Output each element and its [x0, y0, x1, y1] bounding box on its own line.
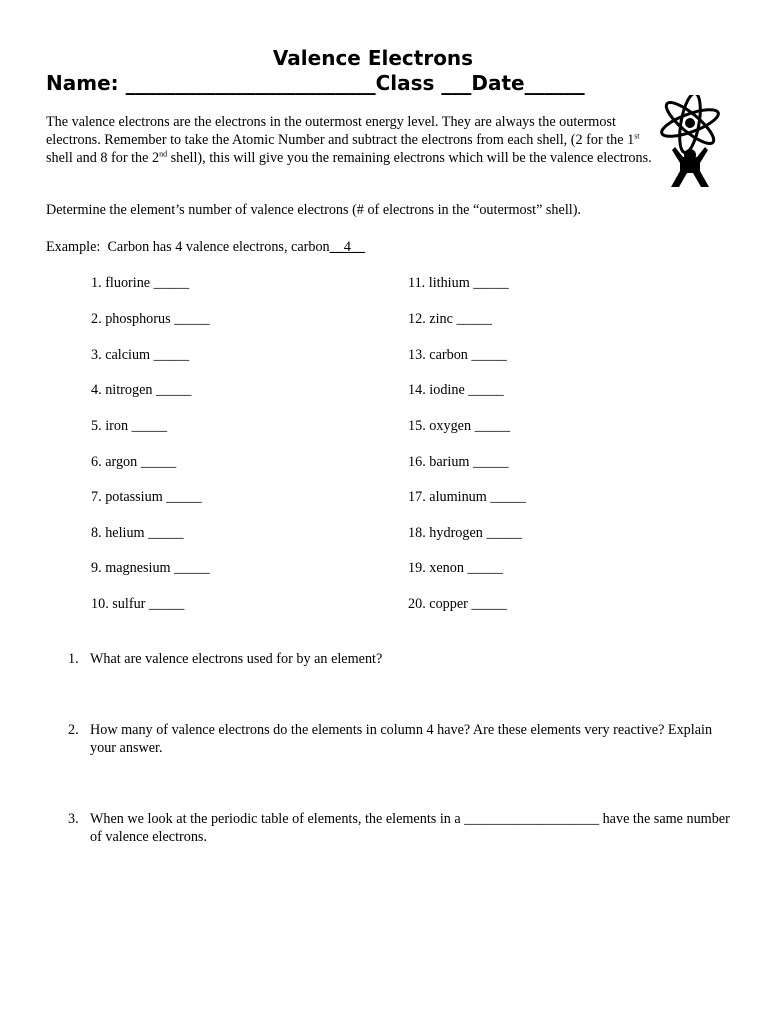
intro-paragraph: The valence electrons are the electrons in the outermost energy level. They are always the outermost electrons. Remember to take the Atomic Number and subtract the electrons from each shell, (2 for the 1st shell and 8 for the 2nd shell), this will give you the remaining electrons which will be the valence electrons.	[46, 114, 652, 166]
list-item: 15. oxygen _____	[408, 418, 511, 434]
question-number: 2.	[68, 722, 79, 738]
name-class-date-line: Name: _________________________Class ___Date______	[46, 71, 585, 95]
list-item: 18. hydrogen _____	[408, 525, 522, 541]
list-item: 13. carbon _____	[408, 347, 507, 363]
question-text: When we look at the periodic table of elements, the elements in a ___________________ have the same number of valence electrons.	[90, 811, 730, 845]
instruction-text: Determine the element’s number of valence electrons (# of electrons in the “outermost” shell).	[46, 202, 581, 218]
list-item: 19. xenon _____	[408, 560, 503, 576]
list-item: 8. helium _____	[91, 525, 184, 541]
example-line: Example: Carbon has 4 valence electrons, carbon__4__	[46, 239, 366, 255]
question-number: 3.	[68, 811, 79, 827]
list-item: 14. iodine _____	[408, 382, 504, 398]
list-item: 2. phosphorus _____	[91, 311, 210, 327]
list-item: 11. lithium _____	[408, 275, 509, 291]
worksheet-title: Valence Electrons	[272, 46, 474, 70]
list-item: 12. zinc _____	[408, 311, 492, 327]
list-item: 17. aluminum _____	[408, 489, 526, 505]
list-item: 10. sulfur _____	[91, 596, 185, 612]
list-item: 20. copper _____	[408, 596, 507, 612]
question-text: What are valence electrons used for by an element?	[90, 651, 383, 667]
list-item: 3. calcium _____	[91, 347, 190, 363]
list-item: 9. magnesium _____	[91, 560, 210, 576]
list-item: 6. argon _____	[91, 454, 177, 470]
question-text: How many of valence electrons do the elements in column 4 have? Are these elements very reactive? Explain your answer.	[90, 722, 713, 756]
list-item: 5. iron _____	[91, 418, 168, 434]
atom-person-icon	[655, 95, 725, 190]
list-item: 16. barium _____	[408, 454, 509, 470]
list-item: 7. potassium _____	[91, 489, 202, 505]
list-item: 1. fluorine _____	[91, 275, 190, 291]
question-number: 1.	[68, 651, 79, 667]
list-item: 4. nitrogen _____	[91, 382, 192, 398]
